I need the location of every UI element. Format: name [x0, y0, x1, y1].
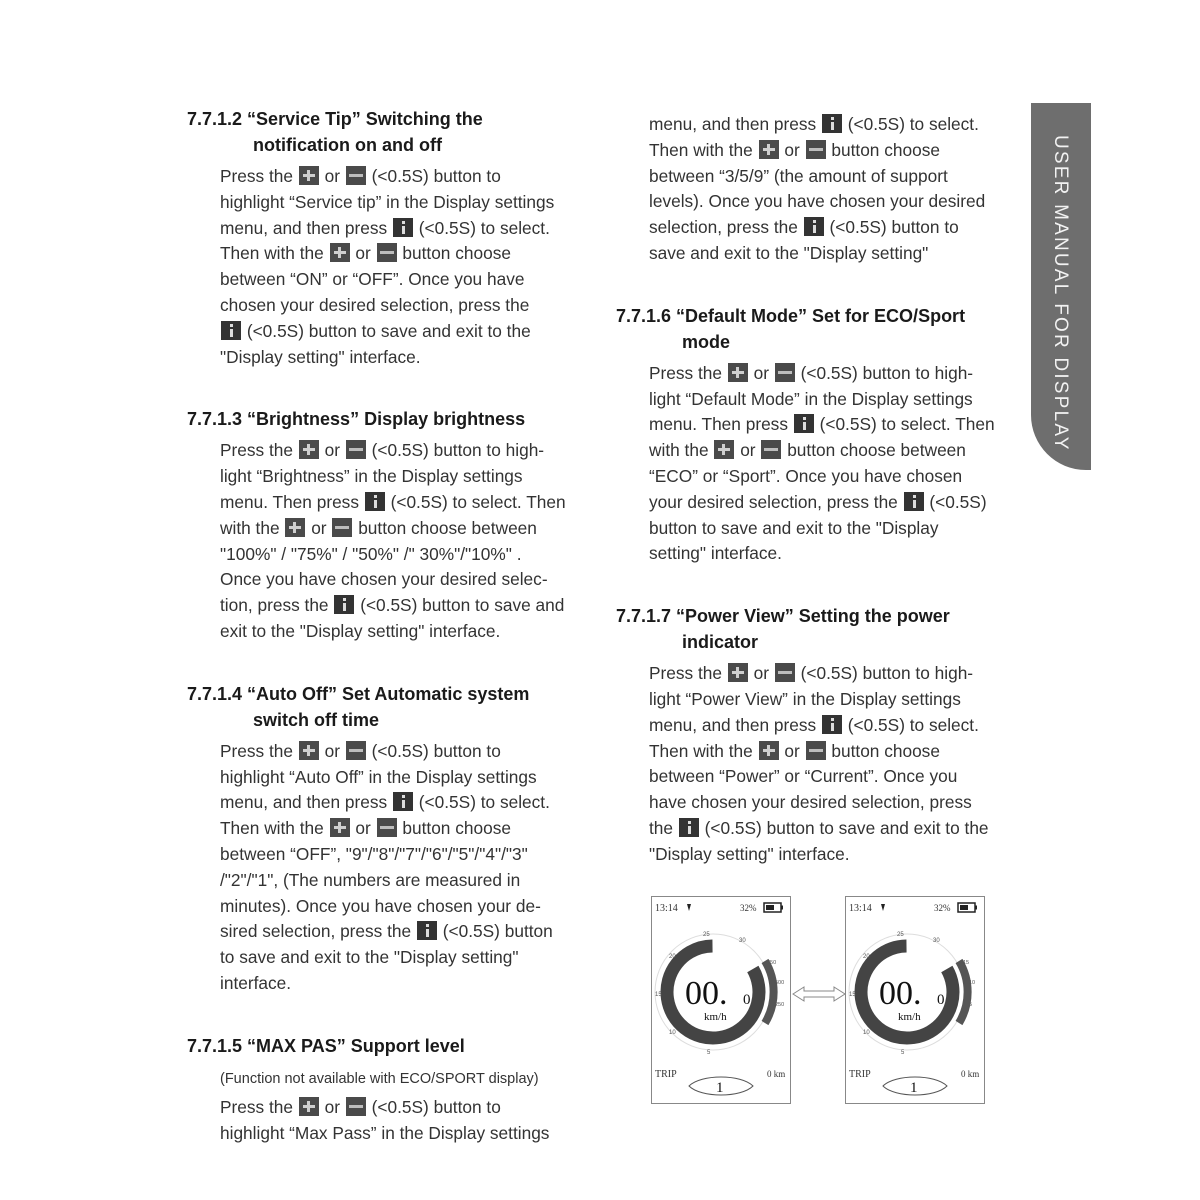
text-line: light “Power View” in the Display settings: [649, 688, 961, 709]
minus-button-icon: [377, 818, 397, 837]
power-scale-label: 750: [767, 960, 777, 966]
display-time: 13:14: [655, 903, 678, 914]
gauge-tick-label: 20: [669, 954, 676, 960]
info-button-icon: [393, 218, 413, 237]
text-line: Then with the or button choose: [220, 243, 511, 264]
text-line: indicator: [682, 632, 759, 653]
plus-button-icon: [728, 663, 748, 682]
text-line: tion, press the (<0.5S) button to save and: [220, 595, 565, 616]
text-line: chosen your desired selection, press the: [220, 294, 530, 315]
text-line: Press the or (<0.5S) button to high-: [649, 362, 974, 383]
text-line: highlight “Service tip” in the Display settings: [220, 191, 555, 212]
display-battery-percent: 32%: [934, 903, 951, 913]
text-line: mode: [682, 331, 731, 352]
text-line: 7.7.1.3 “Brightness” Display brightness: [187, 409, 526, 430]
section-default-mode: [616, 303, 1016, 567]
section-body: [616, 361, 1016, 567]
text-line: menu, and then press (<0.5S) to select.: [649, 114, 979, 134]
section-heading: [187, 406, 587, 432]
minus-button-icon: [775, 363, 795, 382]
section-body: [187, 739, 587, 997]
info-button-icon: [904, 492, 924, 511]
section-note: (Function not available with ECO/SPORT display): [220, 1070, 539, 1087]
side-tab-label: USER MANUAL FOR DISPLAY: [1050, 135, 1071, 452]
section-service-tip: [187, 106, 587, 370]
plus-button-icon: [714, 440, 734, 459]
plus-button-icon: [330, 243, 350, 262]
text-line: menu, and then press (<0.5S) to select.: [649, 714, 979, 735]
text-line: between “3/5/9” (the amount of support: [649, 165, 948, 186]
display-speed: 00.: [879, 975, 922, 1012]
plus-button-icon: [299, 166, 319, 185]
side-tab: [1031, 103, 1091, 470]
text-line: Press the or (<0.5S) button to: [220, 1096, 501, 1117]
text-line: to save and exit to the "Display setting": [220, 947, 519, 968]
current-scale-label: 10: [969, 980, 976, 986]
section-body: [187, 164, 587, 370]
assist-level: 1: [910, 1080, 918, 1096]
plus-button-icon: [299, 440, 319, 459]
gauge-tick-label: 5: [901, 1050, 905, 1056]
info-button-icon: [334, 595, 354, 614]
gauge-tick-label: 30: [933, 938, 940, 944]
text-line: exit to the "Display setting" interface.: [220, 620, 501, 641]
section-heading: [616, 603, 1016, 655]
display-speed-decimal: 0: [743, 992, 751, 1008]
text-line: light “Default Mode” in the Display settings: [649, 388, 973, 409]
section-heading: [187, 681, 587, 733]
plus-button-icon: [330, 818, 350, 837]
text-line: "100%" / "75%" / "50%" /" 30%"/"10%" .: [220, 543, 522, 564]
text-line: button to save and exit to the "Display: [649, 517, 939, 538]
display-battery-percent: 32%: [740, 903, 757, 913]
plus-button-icon: [759, 741, 779, 760]
section-max-pas: [187, 1033, 587, 1147]
text-line: minutes). Once you have chosen your de-: [220, 895, 541, 916]
text-line: 7.7.1.5 “MAX PAS” Support level: [187, 1035, 465, 1056]
info-button-icon: [365, 492, 385, 511]
section-body: [616, 661, 1016, 867]
text-line: “ECO” or “Sport”. Once you have chosen: [649, 465, 963, 486]
text-line: notification on and off: [253, 135, 442, 155]
info-button-icon: [679, 818, 699, 837]
minus-button-icon: [346, 166, 366, 185]
minus-button-icon: [377, 243, 397, 262]
minus-button-icon: [761, 440, 781, 459]
plus-button-icon: [285, 518, 305, 537]
text-line: the (<0.5S) button to save and exit to the: [649, 817, 989, 838]
text-line: sired selection, press the (<0.5S) button: [220, 921, 553, 942]
info-button-icon: [794, 414, 814, 433]
gauge-tick-label: 30: [739, 938, 746, 944]
section-body: [616, 112, 1016, 267]
text-line: setting" interface.: [649, 543, 782, 564]
plus-button-icon: [299, 1097, 319, 1116]
text-line: Press the or (<0.5S) button to: [220, 166, 501, 186]
display-illustration-current: [845, 896, 985, 1104]
minus-button-icon: [806, 140, 826, 159]
text-line: between “OFF”, "9"/"8"/"7"/"6"/"5"/"4"/"3": [220, 843, 528, 864]
gauge-tick-label: 10: [863, 1030, 870, 1036]
power-scale-label: 500: [775, 980, 785, 986]
current-scale-label: 5: [969, 1002, 973, 1008]
section-auto-off: [187, 681, 587, 997]
text-line: levels). Once you have chosen your desired: [649, 191, 986, 212]
display-trip-value: 0 km: [961, 1069, 980, 1079]
assist-level: 1: [716, 1080, 724, 1096]
gauge-tick-label: 15: [849, 992, 856, 998]
text-line: Press the or (<0.5S) button to high-: [649, 663, 974, 684]
text-line: with the or button choose between: [649, 440, 966, 461]
text-line: (<0.5S) button to save and exit to the: [220, 319, 587, 345]
text-line: menu, and then press (<0.5S) to select.: [220, 792, 550, 813]
left-column: [187, 106, 587, 1146]
text-line: menu, and then press (<0.5S) to select.: [220, 217, 550, 238]
text-line: highlight “Max Pass” in the Display settings: [220, 1122, 550, 1143]
section-max-pas-continued: [616, 112, 1016, 267]
display-trip-label: TRIP: [655, 1069, 677, 1080]
plus-button-icon: [759, 140, 779, 159]
text-line: Press the or (<0.5S) button to high-: [220, 440, 545, 461]
info-button-icon: [822, 114, 842, 133]
text-line: between “Power” or “Current”. Once you: [649, 766, 958, 787]
text-line: 7.7.1.6 “Default Mode” Set for ECO/Sport: [616, 305, 966, 326]
section-body: [187, 1095, 587, 1147]
text-line: "Display setting" interface.: [220, 346, 421, 367]
text-line: with the or button choose between: [220, 517, 537, 538]
info-button-icon: [393, 792, 413, 811]
power-scale-label: 250: [775, 1002, 785, 1008]
text-line: highlight “Auto Off” in the Display settings: [220, 766, 537, 787]
double-arrow-icon: [792, 985, 846, 1003]
display-trip-label: TRIP: [849, 1069, 871, 1080]
minus-button-icon: [775, 663, 795, 682]
text-line: 7.7.1.2 “Service Tip” Switching the: [187, 109, 483, 129]
section-power-view: [616, 603, 1016, 867]
text-line: interface.: [220, 972, 292, 993]
section-body: [187, 438, 587, 644]
text-line: light “Brightness” in the Display settings: [220, 466, 523, 487]
info-button-icon: [804, 217, 824, 236]
section-heading: [187, 106, 587, 158]
info-button-icon: [221, 321, 241, 340]
display-speed-unit: km/h: [704, 1011, 727, 1023]
right-column: [616, 112, 1016, 868]
plus-button-icon: [299, 741, 319, 760]
text-line: Press the or (<0.5S) button to: [220, 740, 501, 761]
gauge-tick-label: 10: [669, 1030, 676, 1036]
display-speed-decimal: 0: [937, 992, 945, 1008]
minus-button-icon: [806, 741, 826, 760]
display-speed-unit: km/h: [898, 1011, 921, 1023]
text-line: between “ON” or “OFF”. Once you have: [220, 269, 525, 290]
section-brightness: [187, 406, 587, 644]
info-button-icon: [822, 715, 842, 734]
section-heading: [616, 303, 1016, 355]
text-line: Then with the or button choose: [649, 740, 940, 761]
text-line: Once you have chosen your desired selec-: [220, 569, 548, 590]
text-line: switch off time: [253, 709, 380, 730]
minus-button-icon: [346, 741, 366, 760]
gauge-tick-label: 25: [897, 932, 904, 938]
display-speed: 00.: [685, 975, 728, 1012]
text-line: "Display setting" interface.: [649, 843, 850, 864]
text-line: 7.7.1.4 “Auto Off” Set Automatic system: [187, 683, 530, 704]
display-trip-value: 0 km: [767, 1069, 786, 1079]
text-line: have chosen your desired selection, press: [649, 792, 972, 813]
minus-button-icon: [346, 1097, 366, 1116]
text-line: /"2"/"1", (The numbers are measured in: [220, 869, 521, 890]
section-heading: [187, 1033, 587, 1059]
text-line: selection, press the (<0.5S) button to: [649, 217, 959, 238]
text-line: Then with the or button choose: [649, 139, 940, 160]
gauge-tick-label: 25: [703, 932, 710, 938]
gauge-tick-label: 15: [655, 992, 662, 998]
text-line: Then with the or button choose: [220, 818, 511, 839]
text-line: menu. Then press (<0.5S) to select. Then: [649, 414, 995, 435]
gauge-tick-label: 5: [707, 1050, 711, 1056]
minus-button-icon: [346, 440, 366, 459]
info-button-icon: [417, 921, 437, 940]
text-line: 7.7.1.7 “Power View” Setting the power: [616, 606, 950, 627]
text-line: save and exit to the "Display setting": [649, 242, 929, 263]
gauge-tick-label: 20: [863, 954, 870, 960]
current-scale-label: 15: [963, 960, 970, 966]
text-line: your desired selection, press the (<0.5S): [649, 491, 987, 512]
minus-button-icon: [332, 518, 352, 537]
text-line: menu. Then press (<0.5S) to select. Then: [220, 491, 566, 512]
plus-button-icon: [728, 363, 748, 382]
display-illustration-power: [651, 896, 791, 1104]
display-time: 13:14: [849, 903, 872, 914]
